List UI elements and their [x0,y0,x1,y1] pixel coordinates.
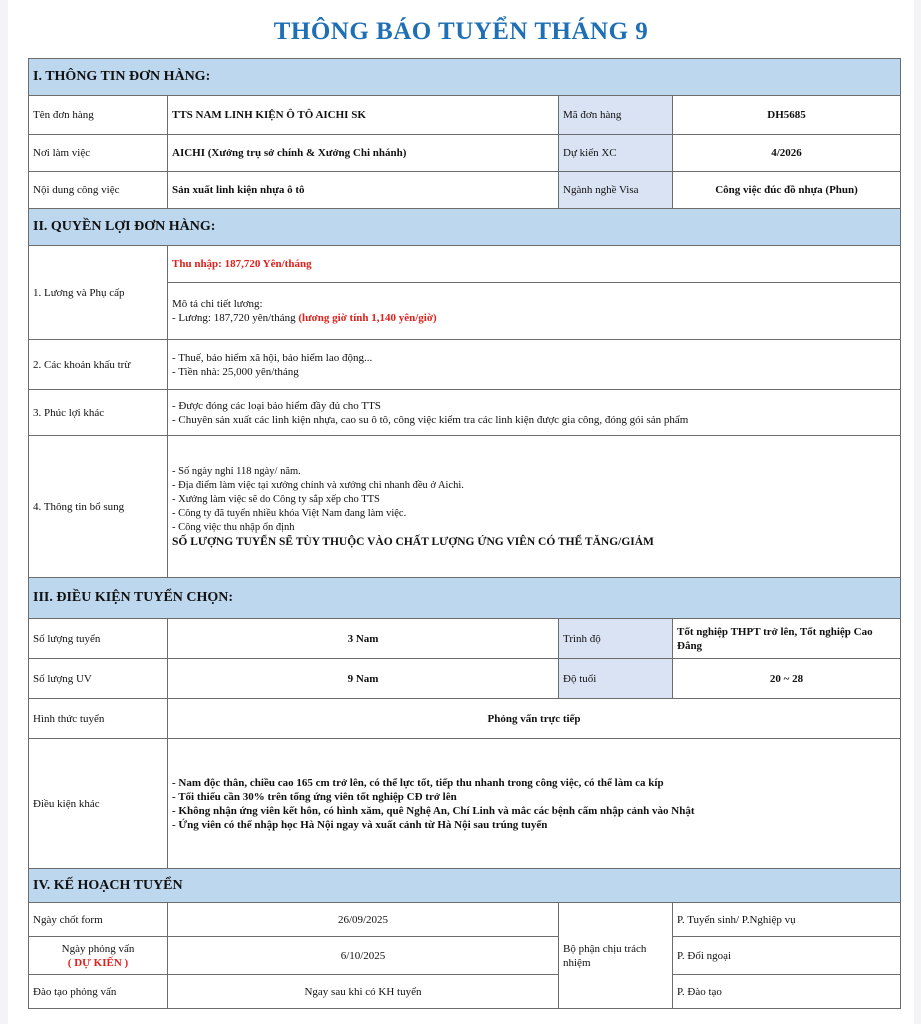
age-label: Độ tuổi [559,659,673,699]
extra-item: - Công việc thu nhập ổn định [172,521,295,533]
dept-value: P. Đối ngoại [673,937,901,975]
condition-item: - Ứng viên có thể nhập học Hà Nội ngay và xuất cảnh từ Hà Nội sau trúng tuyển [172,818,548,831]
job-content-value: Sản xuất linh kiện nhựa ô tô [168,172,559,209]
order-name-label: Tên đơn hàng [29,96,168,135]
extra-info-label: 4. Thông tin bổ sung [29,436,168,578]
order-name-row [29,96,901,135]
salary-label: 1. Lương và Phụ cấp [29,246,168,340]
condition-item: - Không nhận ứng viên kết hôn, có hình xăm, quê Nghệ An, Chí Linh và mắc các bệnh cấm nhập cảnh vào Nhật [172,804,695,817]
section-3-header [29,578,901,619]
recruit-count-label: Số lượng tuyển [29,619,168,659]
hourly-wage-note: (lương giờ tính 1,140 yên/giờ) [298,312,437,324]
welfare-row [29,390,901,436]
condition-item: - Nam độc thân, chiều cao 165 cm trở lên, có thể lực tốt, tiếp thu nhanh trong công việc, có thể làm ca kíp [172,776,664,789]
page-title: THÔNG BÁO TUYỂN THÁNG 9 [273,18,649,45]
welfare-list [168,390,901,436]
condition-item: - Tối thiểu cần 30% trên tổng ứng viên tốt nghiệp CĐ trở lên [172,790,457,803]
candidate-count-value: 9 Nam [168,659,559,699]
income-row [29,246,901,283]
document-page [8,0,914,1024]
other-conditions-row [29,739,901,869]
interview-training-label: Đào tạo phỏng vấn [29,975,168,1009]
form-deadline-row [29,903,901,937]
dept-value: P. Đào tạo [673,975,901,1009]
recruit-form-value: Phỏng vấn trực tiếp [168,699,901,739]
order-code-label: Mã đơn hàng [559,96,673,135]
interview-date-note: ( DỰ KIẾN ) [67,956,129,969]
dept-value: P. Tuyển sinh/ P.Nghiệp vụ [673,903,901,937]
candidate-count-label: Số lượng UV [29,659,168,699]
responsible-dept-label: Bộ phận chịu trách nhiệm [559,903,673,1009]
extra-info-list [168,436,901,578]
welfare-item: - Được đóng các loại bảo hiểm đầy đủ cho TTS [172,399,381,412]
welfare-item: - Chuyên sản xuất các linh kiện nhựa, cao su ô tô, công việc kiểm tra các linh kiện được gia công, đóng gói sản phẩm [172,413,689,426]
quota-notice: SỐ LƯỢNG TUYỂN SẼ TÙY THUỘC VÀO CHẤT LƯỢNG ỨNG VIÊN CÓ THỂ TĂNG/GIẢM [172,535,654,548]
job-notice-table [28,58,901,1009]
section-3-heading: III. ĐIỀU KIỆN TUYỂN CHỌN: [29,578,901,619]
form-deadline-value: 26/09/2025 [168,903,559,937]
departure-value: 4/2026 [673,135,901,172]
interview-date-cell [29,937,168,975]
salary-detail-text: - Lương: 187,720 yên/tháng [172,312,299,324]
workplace-label: Nơi làm việc [29,135,168,172]
extra-item: - Công ty đã tuyển nhiều khóa Việt Nam đang làm việc. [172,507,407,519]
section-2-header [29,209,901,246]
deductions-list [168,340,901,390]
salary-detail [168,283,901,340]
deductions-label: 2. Các khoản khấu trừ [29,340,168,390]
salary-detail-line [172,311,896,325]
recruit-form-label: Hình thức tuyển [29,699,168,739]
section-1-header [29,59,901,96]
deduction-item: - Tiền nhà: 25,000 yên/tháng [172,365,299,378]
income-value: Thu nhập: 187,720 Yên/tháng [168,246,901,283]
section-1-heading: I. THÔNG TIN ĐƠN HÀNG: [29,59,901,96]
interview-date-label: Ngày phỏng vấn [61,942,135,955]
section-2-heading: II. QUYỀN LỢI ĐƠN HÀNG: [29,209,901,246]
extra-item: - Địa điểm làm việc tại xưởng chính và xưởng chi nhanh đều ở Aichi. [172,479,464,491]
education-value: Tốt nghiệp THPT trở lên, Tốt nghiệp Cao Đẳng [673,619,901,659]
form-deadline-label: Ngày chốt form [29,903,168,937]
interview-date-row [29,937,901,975]
interview-training-row [29,975,901,1009]
extra-info-row [29,436,901,578]
job-content-label: Nội dung công việc [29,172,168,209]
section-4-header [29,869,901,903]
job-content-row [29,172,901,209]
section-4-heading: IV. KẾ HOẠCH TUYỂN [29,869,901,903]
departure-label: Dự kiến XC [559,135,673,172]
other-conditions-list [168,739,901,869]
visa-field-value: Công việc đúc đồ nhựa (Phun) [673,172,901,209]
deduction-item: - Thuế, bảo hiểm xã hội, bảo hiểm lao động... [172,351,373,364]
recruit-count-value: 3 Nam [168,619,559,659]
age-value: 20 ~ 28 [673,659,901,699]
deductions-row [29,340,901,390]
other-conditions-label: Điều kiện khác [29,739,168,869]
extra-item: - Xưởng làm việc sẽ do Công ty sắp xếp cho TTS [172,493,380,505]
order-name-value: TTS NAM LINH KIỆN Ô TÔ AICHI SK [168,96,559,135]
recruit-form-row [29,699,901,739]
interview-date-value: 6/10/2025 [168,937,559,975]
order-code-value: DH5685 [673,96,901,135]
workplace-row [29,135,901,172]
welfare-label: 3. Phúc lợi khác [29,390,168,436]
extra-item: - Số ngày nghỉ 118 ngày/ năm. [172,465,301,477]
recruit-count-row [29,619,901,659]
education-label: Trình độ [559,619,673,659]
salary-detail-title: Mô tả chi tiết lương: [172,298,263,310]
candidate-count-row [29,659,901,699]
visa-field-label: Ngành nghề Visa [559,172,673,209]
interview-training-value: Ngay sau khi có KH tuyển [168,975,559,1009]
workplace-value: AICHI (Xưởng trụ sở chính & Xưởng Chi nhánh) [168,135,559,172]
